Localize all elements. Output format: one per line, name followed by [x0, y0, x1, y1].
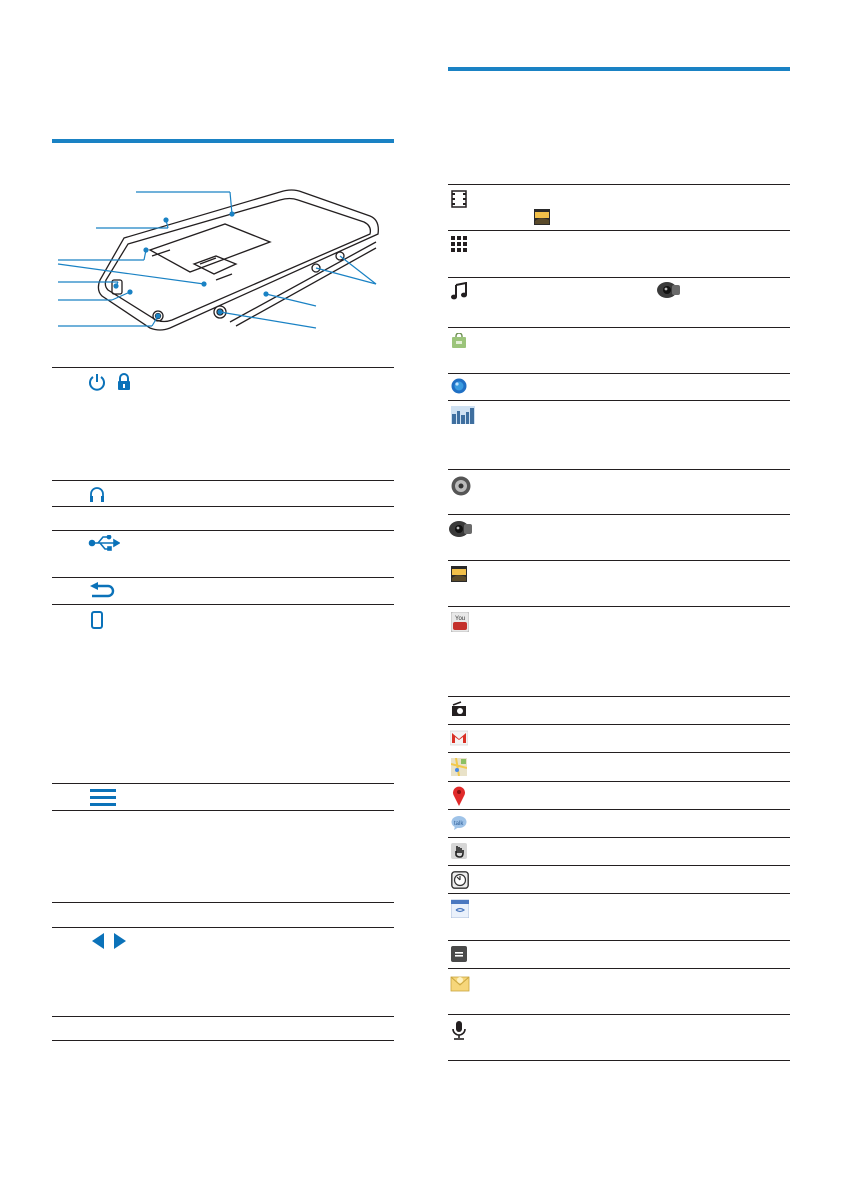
table-rule	[448, 277, 790, 278]
device-illustration	[40, 180, 400, 340]
gmail-icon	[450, 730, 468, 746]
table-rule	[52, 604, 394, 605]
market-icon	[451, 333, 467, 349]
table-rule	[52, 1016, 394, 1017]
table-rule	[52, 1040, 394, 1041]
player-icon	[451, 476, 471, 496]
gallery-icon	[451, 566, 467, 582]
table-rule	[448, 560, 790, 561]
youtube-icon	[451, 612, 469, 632]
gallery-icon	[534, 209, 550, 225]
table-rule	[52, 810, 394, 811]
browser-icon	[451, 378, 467, 394]
table-rule	[448, 809, 790, 810]
table-rule	[448, 893, 790, 894]
svg-text:You: You	[455, 616, 466, 622]
table-rule	[52, 530, 394, 531]
power-icon	[88, 373, 106, 391]
table-rule	[448, 514, 790, 515]
places-icon	[452, 786, 466, 806]
table-rule	[448, 837, 790, 838]
svg-text:talk: talk	[454, 821, 464, 827]
camera-icon	[656, 280, 682, 300]
email-icon	[450, 974, 470, 992]
table-rule	[52, 480, 394, 481]
table-rule	[448, 752, 790, 753]
home-icon	[90, 610, 104, 630]
table-rule	[448, 1014, 790, 1015]
skyline-icon	[451, 406, 475, 424]
table-rule	[448, 606, 790, 607]
maps-icon	[451, 758, 467, 776]
table-rule	[448, 230, 790, 231]
table-rule	[448, 469, 790, 470]
table-rule	[52, 577, 394, 578]
table-rule	[448, 696, 790, 697]
table-rule	[448, 940, 790, 941]
table-rule	[448, 373, 790, 374]
microphone-icon	[451, 1020, 467, 1040]
music-icon	[451, 282, 467, 300]
right-heading-rule	[448, 67, 790, 71]
table-rule	[448, 400, 790, 401]
table-rule	[52, 367, 394, 368]
headphones-icon	[88, 485, 106, 503]
voice-dialer-icon	[451, 843, 467, 859]
table-rule	[448, 968, 790, 969]
clock-icon	[451, 871, 469, 889]
back-icon	[88, 582, 116, 600]
usb-icon	[88, 535, 120, 551]
table-rule	[52, 783, 394, 784]
talk-icon	[451, 815, 467, 831]
table-rule	[448, 184, 790, 185]
lock-icon	[116, 373, 132, 391]
table-rule	[448, 865, 790, 866]
right-arrow-icon	[112, 932, 128, 950]
radio-icon	[451, 701, 467, 717]
left-heading-rule	[52, 139, 394, 143]
table-rule	[52, 927, 394, 928]
app-grid-icon	[451, 236, 467, 252]
left-arrow-icon	[90, 932, 106, 950]
table-rule	[448, 724, 790, 725]
table-rule	[448, 1060, 790, 1061]
video-icon	[451, 190, 467, 208]
table-rule	[448, 327, 790, 328]
table-rule	[52, 902, 394, 903]
notes-icon	[451, 946, 467, 962]
menu-icon	[90, 787, 116, 807]
table-rule	[52, 506, 394, 507]
camera-icon	[448, 519, 474, 539]
table-rule	[448, 781, 790, 782]
calendar-icon	[451, 898, 469, 918]
